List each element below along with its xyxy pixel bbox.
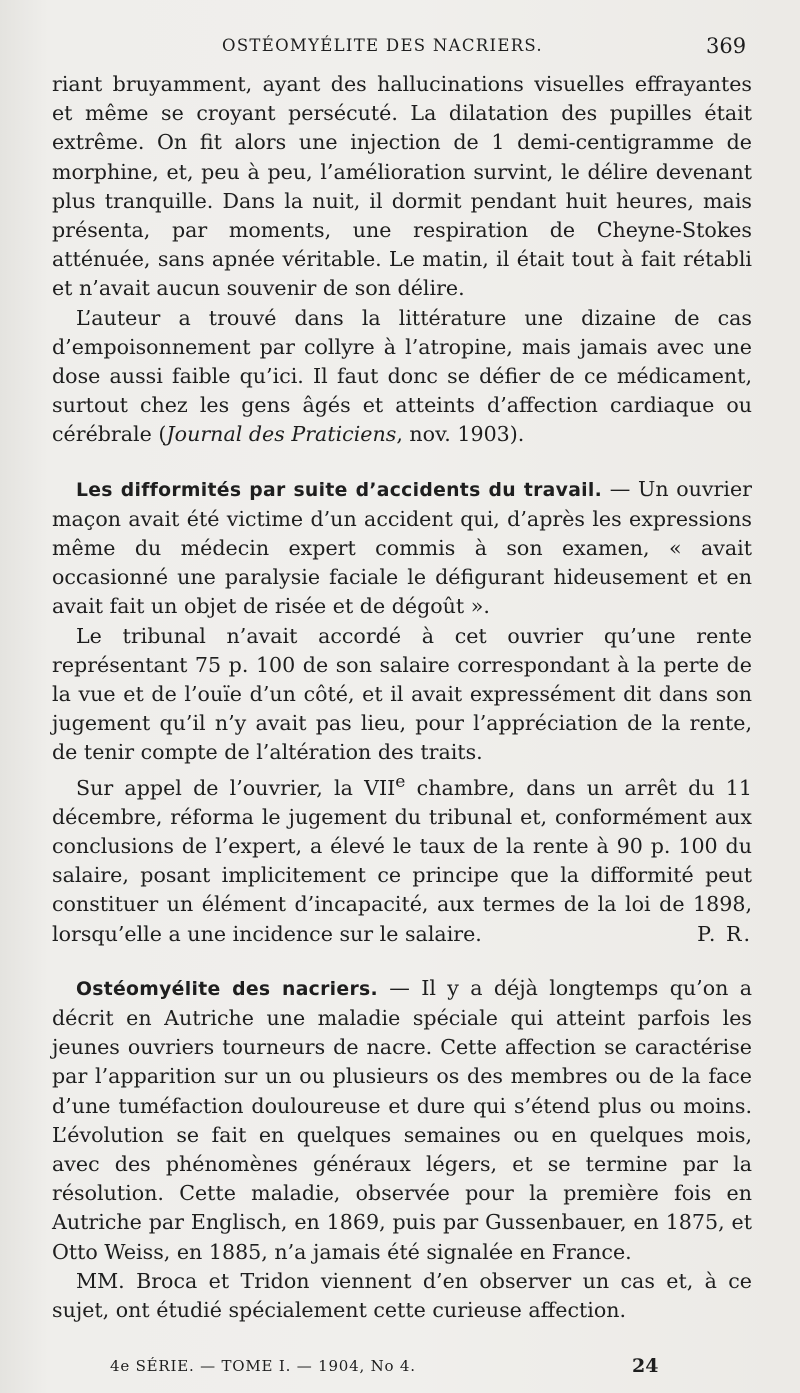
difformites-text-3-rest: chambre, dans un arrêt du 11 décembre, réforma le jugement du tribunal et, conformément aux conclusions de l’expert, a élevé le taux de la rente à 90 p. 100 du salaire, posant implicitement ce principe que la difformité peut constituer un élément d’incapacité, aux termes de la loi de 1898, lorsqu’elle a une incidence sur le salaire. (52, 775, 752, 946)
citation-tail: , nov. 1903). (396, 422, 525, 447)
difformites-paragraph-2 (52, 622, 752, 768)
author-signature: P. R. (697, 921, 752, 946)
difformites-text-2: Le tribunal n’avait accordé à cet ouvrier qu’une rente représentant 75 p. 100 de son salaire correspondant à la perte de la vue et de l’ouïe d’un côté, et il avait expressément dit dans son jugement qu’il n’y avait pas lieu, pour l’appréciation de la rente, de tenir compte de l’altération des traits. (52, 623, 752, 765)
page-number: 369 (706, 34, 747, 58)
atropine-paragraph (52, 304, 752, 450)
osteomyelite-text-2: MM. Broca et Tridon viennent d’en observer un cas et, à ce sujet, ont étudié spécialement cette curieuse affection. (52, 1268, 752, 1322)
page-footer (60, 1355, 760, 1385)
sheet-number: 24 (632, 1355, 659, 1377)
difformites-text-1: — Un ouvrier maçon avait été victime d’un accident qui, d’après les expressions même du médecin expert commis à son examen, « avait occasionné une paralysie faciale le défigurant hideusement et en avait fait un objet de risée et de dégoût ». (52, 476, 752, 619)
series-line: 4e SÉRIE. — TOME I. — 1904, No 4. (110, 1357, 416, 1375)
osteomyelite-paragraph-2 (52, 1267, 752, 1325)
difformites-paragraph-1 (52, 475, 752, 622)
continuation-text: riant bruyamment, ayant des hallucinations visuelles effrayantes et même se croyant persécuté. La dilatation des pupilles était extrême. On fit alors une injection de 1 demi-centigramme de morphine, et, peu à peu, l’amélioration survint, le délire devenant plus tranquille. Dans la nuit, il dormit pendant huit heures, mais présenta, par moments, une respiration de Cheyne-Stokes atténuée, sans apnée véritable. Le matin, il était tout à fait rétabli et n’avait aucun souvenir de son délire. (52, 72, 752, 301)
page-header (0, 34, 800, 64)
section-title-difformites: Les difformités par suite d’accidents du travail. (76, 479, 603, 501)
osteomyelite-text-1: — Il y a déjà longtemps qu’on a décrit en Autriche une maladie spéciale qui atteint parfois les jeunes ouvriers tourneurs de nacre. Cette affection se caractérise par l’apparition sur un ou plusieurs os des membres ou de la face d’une tuméfaction douloureuse et dure qui s’étend plus ou moins. L’évolution se fait en quelques semaines ou en quelques mois, avec des phénomènes généraux légers, et se termine par la résolution. Cette maladie, observée pour la première fois en Autriche par Englisch, en 1869, puis par Gussenbauer, en 1875, et Otto Weiss, en 1885, n’a jamais été signalée en France. (52, 975, 752, 1264)
difformites-text-3-start: Sur appel de l’ouvrier, la VII (76, 775, 396, 800)
running-title: OSTÉOMYÉLITE DES NACRIERS. (222, 36, 543, 55)
chamber-superscript: e (395, 771, 406, 792)
difformites-paragraph-3 (52, 768, 752, 949)
osteomyelite-paragraph-1 (52, 974, 752, 1267)
continuation-paragraph (52, 70, 752, 304)
section-title-osteomyelite: Ostéomyélite des nacriers. (76, 978, 378, 1000)
atropine-text: L’auteur a trouvé dans la littérature une dizaine de cas d’empoisonnement par collyre à l’atropine, mais jamais avec une dose aussi faible qu’ici. Il faut donc se défier de ce médicament, surtout chez les gens âgés et atteints d’affection cardiaque ou cérébrale ( (52, 305, 752, 447)
journal-title: Journal des Praticiens (166, 422, 397, 447)
page-body (52, 70, 752, 1325)
